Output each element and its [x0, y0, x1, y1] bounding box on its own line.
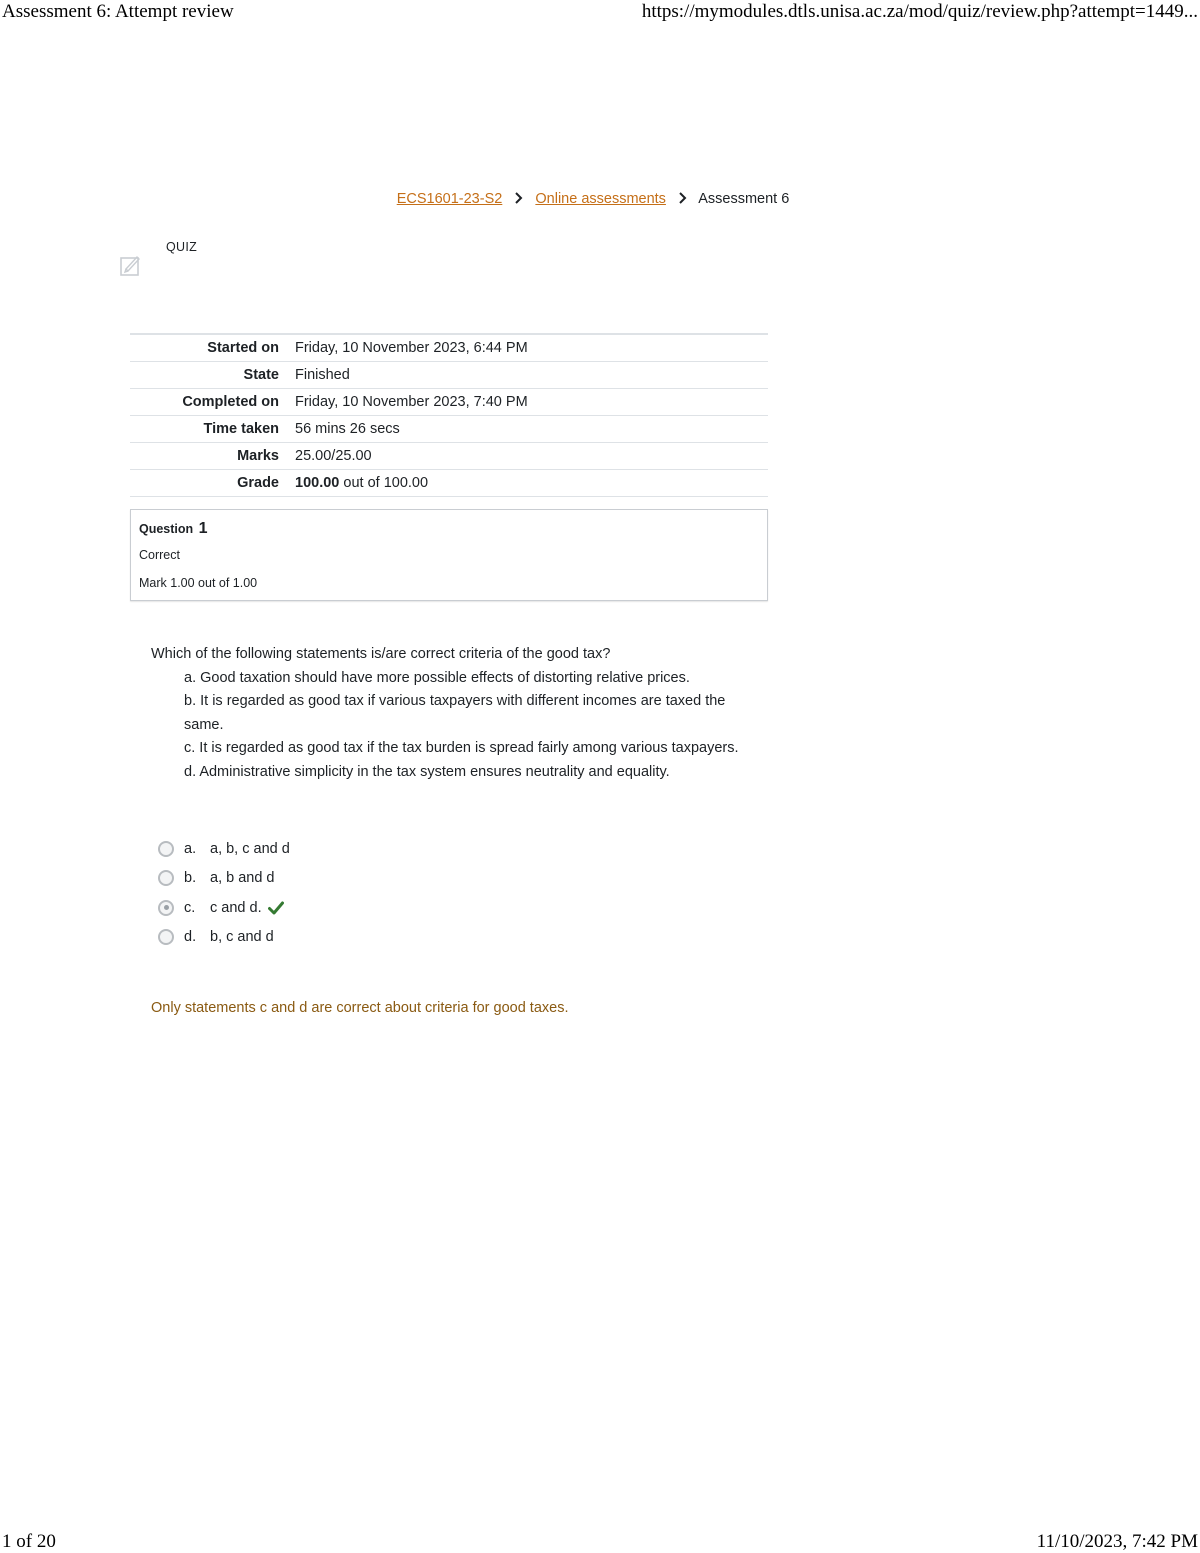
summary-value: Friday, 10 November 2023, 6:44 PM	[295, 340, 528, 356]
table-row	[130, 443, 768, 470]
question-info-box	[130, 509, 768, 601]
answer-options	[158, 834, 290, 952]
question-statement: b. It is regarded as good tax if various taxpayers with different incomes are taxed the same.	[184, 693, 726, 733]
answer-letter: d.	[184, 929, 197, 946]
answer-letter: b.	[184, 870, 197, 887]
print-header-url: https://mymodules.dtls.unisa.ac.za/mod/quiz/review.php?attempt=1449...	[641, 1, 1198, 22]
print-header-title: Assessment 6: Attempt review	[2, 1, 234, 22]
summary-value: Friday, 10 November 2023, 7:40 PM	[295, 394, 528, 410]
grade-value: 100.00	[295, 475, 340, 491]
question-number	[139, 520, 208, 538]
question-statement: d. Administrative simplicity in the tax system ensures neutrality and equality.	[184, 763, 670, 780]
summary-label: Marks	[237, 448, 279, 464]
print-footer-page: 1 of 20	[2, 1531, 56, 1552]
breadcrumb-section-link[interactable]: Online assessments	[535, 191, 666, 207]
table-row	[130, 389, 768, 416]
correct-check-icon	[268, 901, 284, 915]
attempt-summary-table	[130, 333, 768, 497]
radio-button[interactable]	[158, 870, 174, 886]
breadcrumb-current: Assessment 6	[698, 191, 790, 207]
summary-label: State	[243, 367, 279, 383]
answer-text: a, b and d	[210, 870, 275, 887]
grade-out-of: out of 100.00	[339, 475, 429, 491]
answer-text: b, c and d	[210, 929, 274, 946]
question-state: Correct	[139, 548, 180, 562]
table-row	[130, 362, 768, 389]
table-row	[130, 470, 768, 497]
print-footer-datetime: 11/10/2023, 7:42 PM	[1036, 1531, 1198, 1552]
table-row	[130, 416, 768, 443]
activity-type-label: QUIZ	[166, 240, 198, 254]
answer-option-b[interactable]	[158, 864, 290, 894]
question-number-value: 1	[198, 520, 208, 537]
summary-label: Started on	[207, 340, 279, 356]
radio-button[interactable]	[158, 841, 174, 857]
summary-label: Completed on	[182, 394, 279, 410]
breadcrumb-course-link[interactable]: ECS1601-23-S2	[396, 191, 503, 207]
breadcrumb	[0, 190, 1186, 207]
question-label: Question	[139, 522, 194, 536]
general-feedback: Only statements c and d are correct about criteria for good taxes.	[151, 1000, 569, 1016]
summary-value	[287, 470, 768, 497]
table-row	[130, 334, 768, 362]
question-mark: Mark 1.00 out of 1.00	[139, 576, 258, 590]
radio-button[interactable]	[158, 929, 174, 945]
summary-value: 25.00/25.00	[295, 448, 372, 464]
summary-value: Finished	[295, 367, 350, 383]
question-text: Which of the following statements is/are correct criteria of the good tax?	[151, 646, 611, 662]
chevron-right-icon	[514, 190, 523, 206]
radio-button-selected[interactable]	[158, 900, 174, 916]
answer-letter: a.	[184, 840, 197, 857]
answer-text: c and d.	[210, 899, 262, 916]
question-statement: a. Good taxation should have more possible effects of distorting relative prices.	[184, 669, 690, 686]
answer-option-d[interactable]	[158, 923, 290, 953]
summary-label: Grade	[237, 475, 279, 491]
answer-option-c[interactable]	[158, 893, 290, 923]
answer-letter: c.	[184, 899, 196, 916]
question-text-block	[151, 643, 761, 784]
answer-option-a[interactable]	[158, 834, 290, 864]
summary-label: Time taken	[203, 421, 279, 437]
quiz-edit-icon	[119, 254, 143, 278]
summary-value: 56 mins 26 secs	[295, 421, 400, 437]
answer-text: a, b, c and d	[210, 840, 290, 857]
question-statement: c. It is regarded as good tax if the tax burden is spread fairly among various taxpayers.	[184, 740, 739, 756]
chevron-right-icon	[678, 190, 687, 206]
